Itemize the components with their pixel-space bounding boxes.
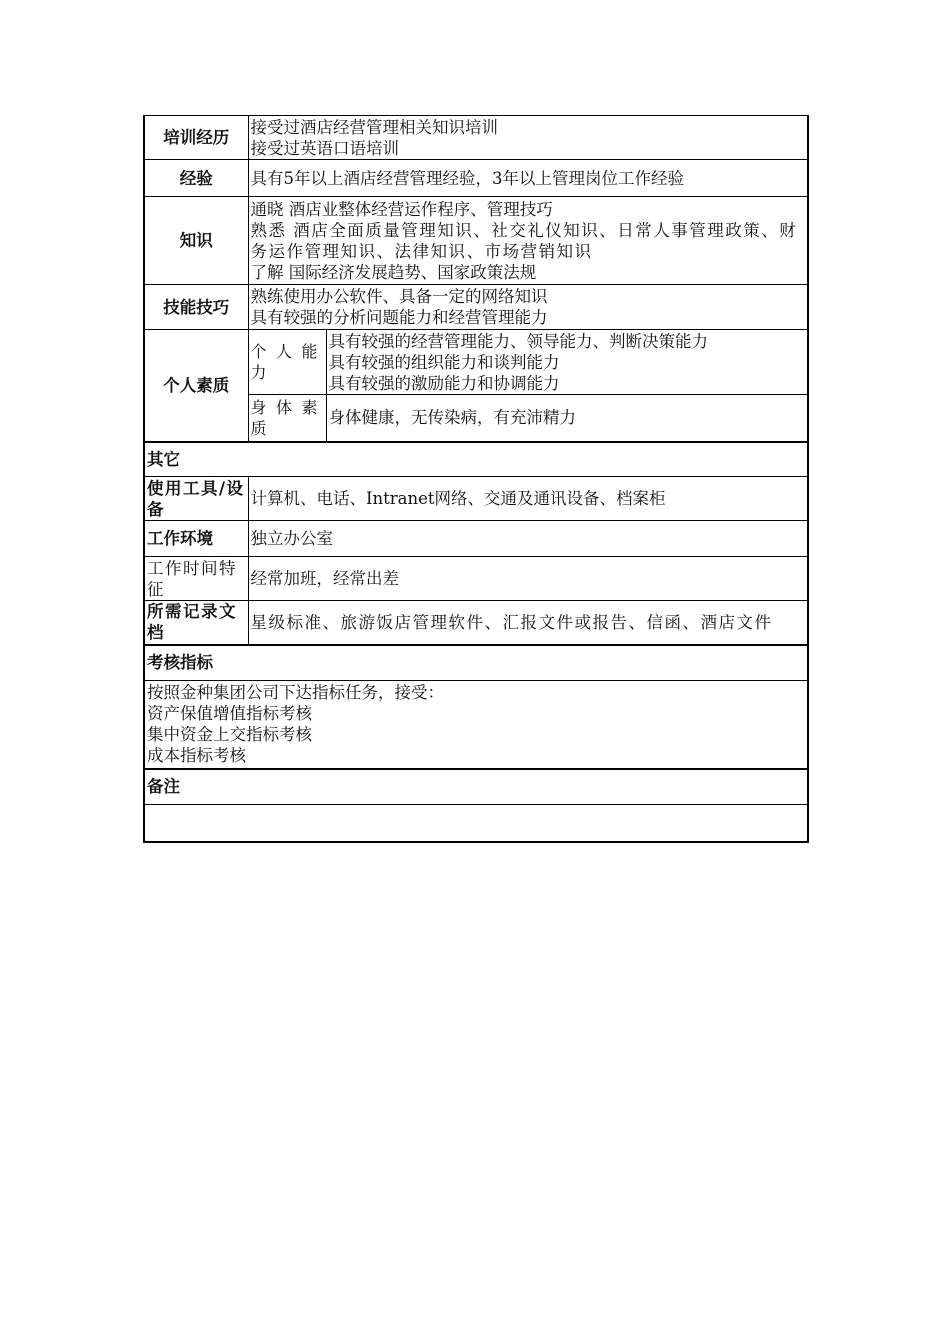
worktime-label: 工作时间特征	[144, 557, 248, 601]
knowledge-value	[248, 197, 808, 285]
row-skills	[144, 285, 808, 330]
physical-label: 身体素质	[248, 395, 326, 442]
row-assessment-header	[144, 645, 808, 681]
other-section-header: 其它	[144, 442, 808, 477]
row-experience	[144, 160, 808, 197]
training-line-2: 接受过英语口语培训	[250, 138, 399, 158]
row-records	[144, 601, 808, 645]
worktime-value: 经常加班，经常出差	[248, 557, 808, 601]
training-line-1: 接受过酒店经营管理相关知识培训	[250, 117, 498, 137]
knowledge-label: 知识	[144, 197, 248, 285]
row-remarks-body	[144, 805, 808, 842]
row-personal-ability	[144, 330, 808, 395]
assessment-line-1: 按照金种集团公司下达指标任务，接受：	[147, 683, 444, 703]
skills-label: 技能技巧	[144, 285, 248, 330]
training-value	[248, 116, 808, 160]
knowledge-line-2: 熟悉 酒店全面质量管理知识、社交礼仪知识、日常人事管理政策、财务运作管理知识、法律知识、市场营销知识	[250, 220, 798, 261]
knowledge-line-1: 通晓 酒店业整体经营运作程序、管理技巧	[250, 199, 553, 219]
remarks-body	[144, 805, 808, 842]
row-worktime	[144, 557, 808, 601]
row-tools	[144, 477, 808, 521]
experience-value	[248, 160, 808, 197]
ability-line-1: 具有较强的经营管理能力、领导能力、判断决策能力	[328, 331, 708, 351]
training-label: 培训经历	[144, 116, 248, 160]
records-value: 星级标准、旅游饭店管理软件、汇报文件或报告、信函、酒店文件	[248, 601, 808, 645]
row-training	[144, 116, 808, 160]
personal-ability-label: 个人能力	[248, 330, 326, 395]
skills-line-1: 熟练使用办公软件、具备一定的网络知识	[250, 287, 548, 306]
environment-label: 工作环境	[144, 521, 248, 557]
tools-value: 计算机、电话、Intranet网络、交通及通讯设备、档案柜	[248, 477, 808, 521]
personal-quality-label: 个人素质	[144, 330, 248, 442]
personal-ability-value	[326, 330, 808, 395]
row-remarks-header	[144, 769, 808, 805]
tools-label: 使用工具/设备	[144, 477, 248, 521]
ability-line-2: 具有较强的组织能力和谈判能力	[328, 352, 560, 372]
physical-value: 身体健康，无传染病，有充沛精力	[326, 395, 808, 442]
assessment-line-3: 集中资金上交指标考核	[147, 725, 312, 745]
job-description-table	[143, 115, 809, 843]
row-other-header	[144, 442, 808, 477]
row-assessment-body	[144, 681, 808, 769]
skills-value	[248, 285, 808, 330]
environment-value: 独立办公室	[248, 521, 808, 557]
ability-line-3: 具有较强的激励能力和协调能力	[328, 373, 560, 393]
experience-line-1: 具有5年以上酒店经营管理经验，3年以上管理岗位工作经验	[250, 168, 684, 188]
assessment-line-2: 资产保值增值指标考核	[147, 704, 312, 724]
experience-label: 经验	[144, 160, 248, 197]
knowledge-line-3: 了解 国际经济发展趋势、国家政策法规	[250, 262, 537, 282]
remarks-section-header: 备注	[144, 769, 808, 805]
assessment-body	[144, 681, 808, 769]
row-knowledge	[144, 197, 808, 285]
assessment-section-header: 考核指标	[144, 645, 808, 681]
job-description-table-container	[143, 115, 807, 843]
row-environment	[144, 521, 808, 557]
skills-line-2: 具有较强的分析问题能力和经营管理能力	[250, 308, 548, 327]
records-label: 所需记录文档	[144, 601, 248, 645]
assessment-line-4: 成本指标考核	[147, 746, 246, 766]
